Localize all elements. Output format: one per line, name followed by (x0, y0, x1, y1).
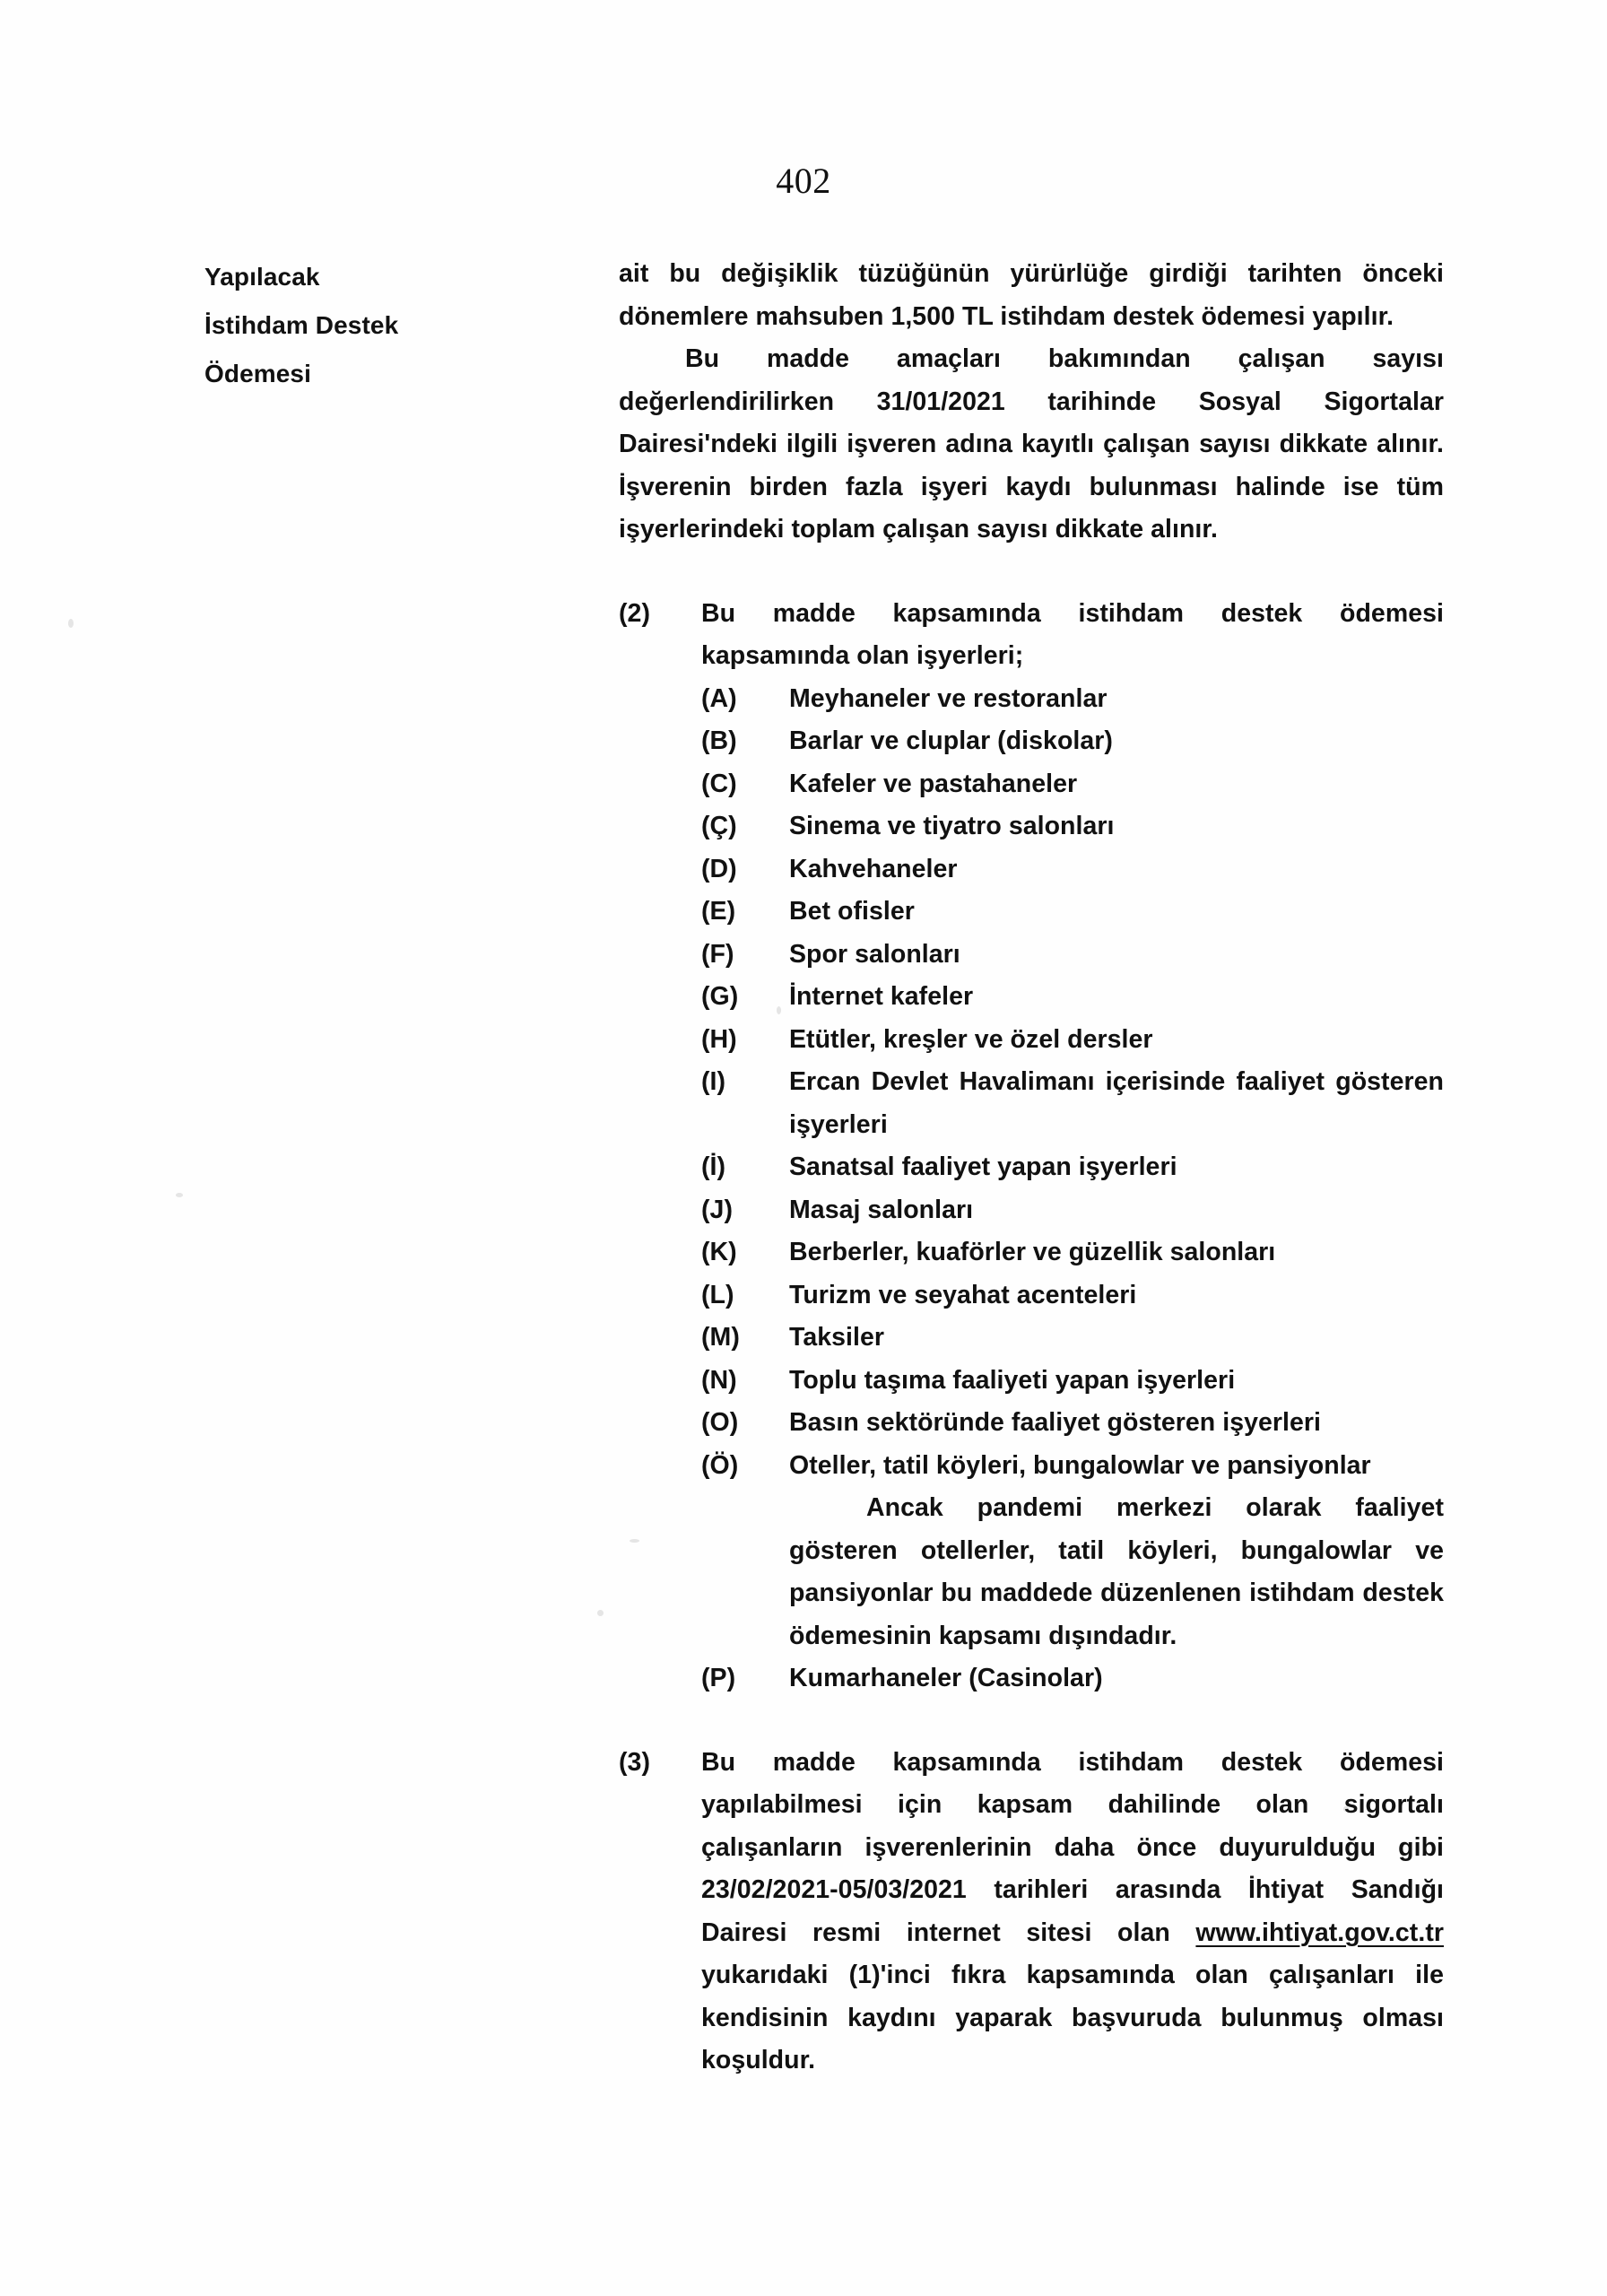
list-item-text: Spor salonları (789, 939, 960, 969)
list-item (701, 1402, 1444, 1445)
clause-3-body (701, 1742, 1444, 2083)
list-item-text: Meyhaneler ve restoranlar (789, 683, 1108, 713)
list-item-label: (C) (701, 769, 737, 798)
clause-3-number: (3) (619, 1747, 650, 1777)
clause-3-text (701, 1742, 1444, 2083)
list-item-text: Basın sektöründe faaliyet gösteren işyerleri (789, 1408, 1322, 1437)
list-item-text: Barlar ve cluplar (diskolar) (789, 726, 1113, 755)
list-item-label: (N) (701, 1365, 737, 1395)
list-item-text: Kafeler ve pastahaneler (789, 769, 1078, 798)
list-item-label: (K) (701, 1238, 737, 1266)
list-item-label: (H) (701, 1024, 737, 1054)
margin-heading-line-2: İstihdam Destek (204, 311, 399, 339)
main-text-column (619, 253, 1444, 2083)
list-item-label: (Ö) (701, 1450, 739, 1480)
list-item-label: (P) (701, 1664, 736, 1692)
list-item-label: (İ) (701, 1152, 726, 1181)
list-item-text: Toplu taşıma faaliyeti yapan işyerleri (789, 1365, 1236, 1395)
list-item (701, 1189, 1444, 1232)
list-item-label: (G) (701, 982, 739, 1011)
list-item-label: (B) (701, 726, 737, 755)
list-item-text: Ercan Devlet Havalimanı içerisinde faaliyet gösteren işyerleri (789, 1067, 1444, 1139)
paragraph-criteria: Bu madde amaçları bakımından çalışan sayısı değerlendirilirken 31/01/2021 tarihinde Sosyal Sigortalar Dairesi'ndeki ilgili işveren adına kayıtlı çalışan sayısı dikkate alınır. İşverenin birden fazla işyeri kaydı bulunması halinde ise tüm işyerlerindeki toplam çalışan sayısı dikkate alınır. (619, 344, 1444, 544)
list-item-label: (J) (701, 1195, 733, 1224)
list-item-text: Kumarhaneler (Casinolar) (789, 1664, 1103, 1692)
page-number: 402 (776, 161, 831, 201)
oteller-exception-note: Ancak pandemi merkezi olarak faaliyet gösteren otellerler, tatil köyleri, bungalowlar ve pansiyonlar bu maddede düzenlenen istihdam destek ödemesinin kapsamı dışındadır. (789, 1493, 1444, 1650)
clause-3-text-after-url: yukarıdaki (1)'inci fıkra kapsamında olan çalışanları ile kendisinin kaydını yaparak başvuruda bulunmuş olması koşuldur. (701, 1961, 1444, 2074)
list-item (701, 1061, 1444, 1146)
scan-speck (597, 1610, 604, 1616)
clause-2-intro: Bu madde kapsamında istihdam destek ödemesi kapsamında olan işyerleri; (701, 598, 1444, 670)
clause-2-body (701, 593, 1444, 1700)
list-item-label: (D) (701, 854, 737, 883)
list-item-text: Turizm ve seyahat acenteleri (789, 1280, 1137, 1309)
list-item-text: Oteller, tatil köyleri, bungalowlar ve pansiyonlar (789, 1450, 1371, 1480)
ihtiyat-website-link[interactable]: www.ihtiyat.gov.ct.tr (1195, 1918, 1444, 1947)
list-item (701, 1146, 1444, 1189)
list-item-label: (F) (701, 939, 734, 969)
list-item-label: (M) (701, 1323, 740, 1352)
clause-3 (619, 1742, 1444, 2083)
list-item (701, 678, 1444, 721)
paragraph-spacer (619, 552, 1444, 593)
list-item (701, 805, 1444, 848)
list-item-text: Masaj salonları (789, 1195, 974, 1224)
list-item-text: Berberler, kuaförler ve güzellik salonları (789, 1238, 1276, 1266)
list-item (701, 1657, 1444, 1700)
list-item-text: Sinema ve tiyatro salonları (789, 812, 1115, 840)
list-item (701, 848, 1444, 891)
paragraph-continued: ait bu değişiklik tüzüğünün yürürlüğe girdiği tarihten önceki dönemlere mahsuben 1,500 TL istihdam destek ödemesi yapılır. (619, 259, 1444, 331)
list-item (701, 1274, 1444, 1318)
list-item-label: (L) (701, 1280, 734, 1309)
margin-heading-line-3: Ödemesi (204, 360, 311, 387)
clause-2 (619, 593, 1444, 1700)
list-item-text: Etütler, kreşler ve özel dersler (789, 1024, 1153, 1054)
margin-heading (204, 253, 500, 398)
list-item-text: İnternet kafeler (789, 982, 974, 1011)
list-item-text: Kahvehaneler (789, 854, 958, 883)
list-item (701, 763, 1444, 806)
list-item (701, 891, 1444, 934)
list-item-text: Sanatsal faaliyet yapan işyerleri (789, 1152, 1177, 1181)
list-item (701, 1445, 1444, 1488)
list-item-label: (O) (701, 1408, 739, 1437)
clause-2-number: (2) (619, 598, 650, 628)
list-item-text: Taksiler (789, 1323, 885, 1352)
list-item (701, 1231, 1444, 1274)
clause-2-item-list (701, 678, 1444, 1700)
scan-speck (176, 1193, 183, 1197)
paragraph-spacer (619, 1700, 1444, 1742)
list-item-label: (Ç) (701, 812, 737, 840)
list-item (701, 934, 1444, 977)
list-item (701, 976, 1444, 1019)
scan-speck (68, 619, 74, 628)
clause-3-text-before-url: Bu madde kapsamında istihdam destek ödemesi yapılabilmesi için kapsam dahilinde olan sigortalı çalışanların işverenlerinin daha önce duyurulduğu gibi 23/02/2021-05/03/2021 tarihleri arasında İhtiyat Sandığı Dairesi resmi internet sitesi olan (701, 1747, 1444, 1947)
list-item-text: Bet ofisler (789, 897, 915, 926)
list-item (701, 1019, 1444, 1062)
list-item (701, 1317, 1444, 1360)
list-item-label: (I) (701, 1067, 726, 1096)
list-item (701, 1360, 1444, 1403)
list-item (701, 720, 1444, 763)
margin-heading-line-1: Yapılacak (204, 263, 320, 291)
list-item-label: (A) (701, 683, 737, 713)
list-item-label: (E) (701, 897, 736, 926)
